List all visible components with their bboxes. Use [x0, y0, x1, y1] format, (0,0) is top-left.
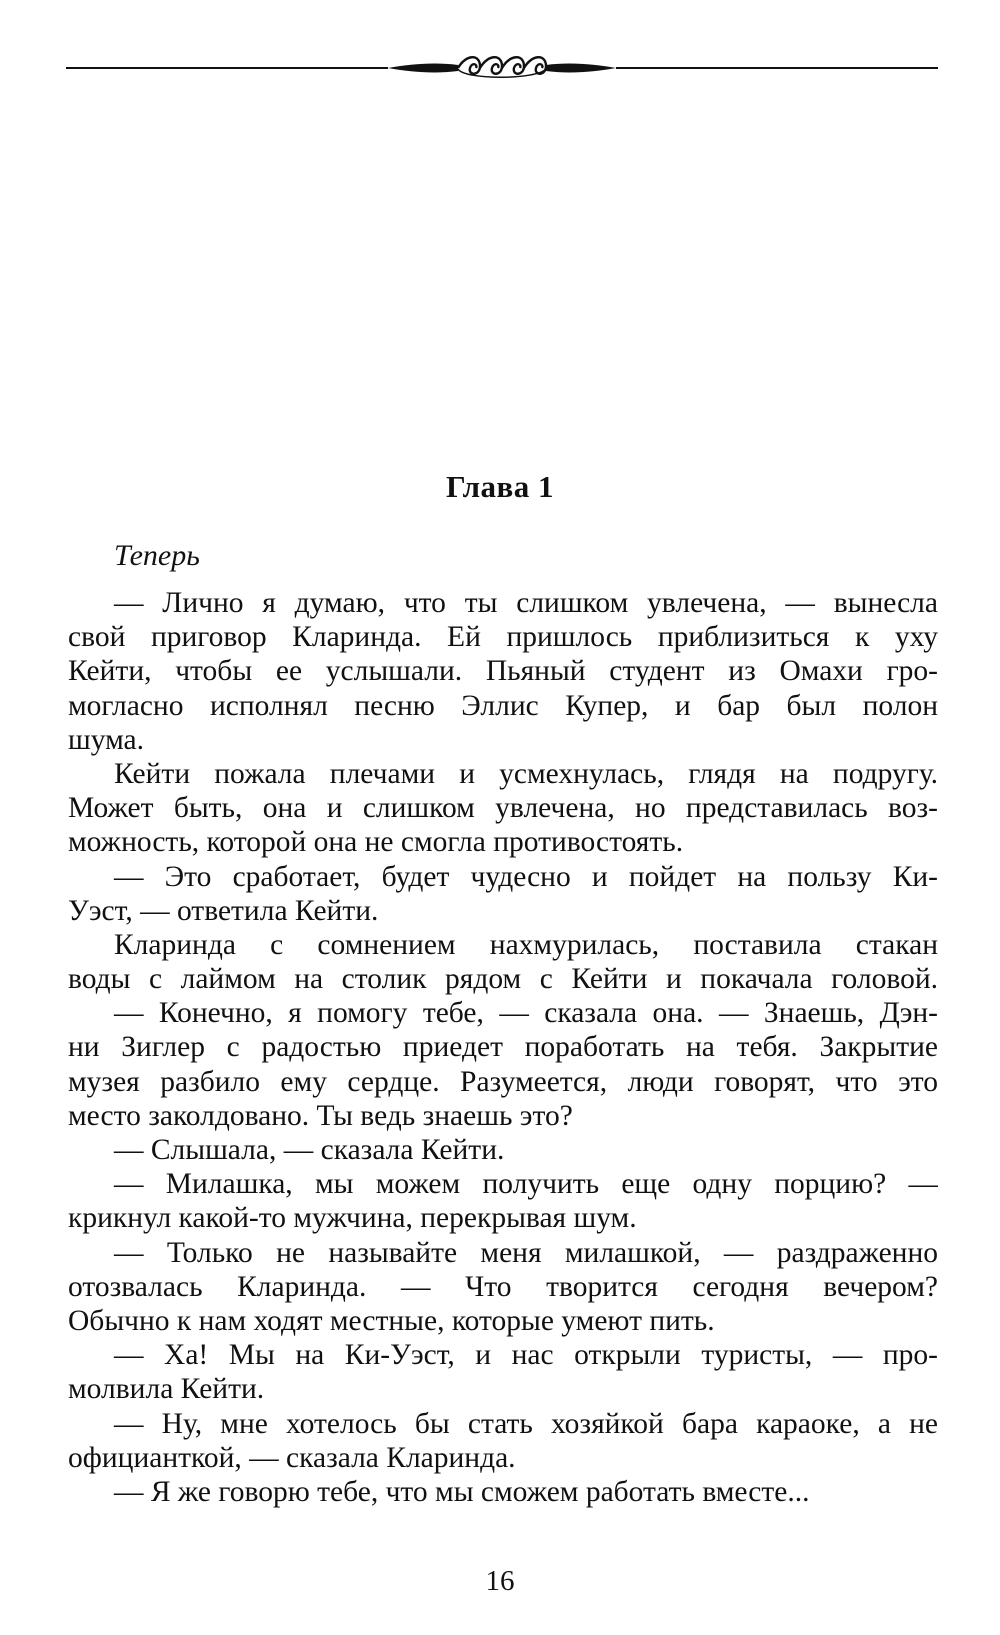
- text-line: Может быть, она и слишком увлечена, но представилась воз-: [68, 792, 938, 825]
- text-line: Обычно к нам ходят местные, которые умеют пить.: [68, 1304, 715, 1337]
- paragraph: [68, 860, 938, 928]
- text-line: Кейти, чтобы ее услышали. Пьяный студент из Омахи гро-: [68, 655, 938, 688]
- chapter-subtitle: Теперь: [114, 539, 200, 572]
- text-line: свой приговор Кларинда. Ей пришлось приблизиться к уху: [68, 621, 938, 654]
- text-line: — Только не называйте меня милашкой, — раздраженно: [114, 1236, 938, 1269]
- text-line: — Лично я думаю, что ты слишком увлечена, — вынесла: [114, 587, 938, 619]
- paragraph: [68, 1133, 938, 1167]
- chapter-title: Глава 1: [445, 469, 555, 504]
- text-line: Кларинда с сомнением нахмурилась, поставила стакан: [114, 928, 938, 961]
- text-line: — Конечно, я помогу тебе, — сказала она. — Знаешь, Дэн-: [114, 997, 938, 1030]
- paragraph: [68, 1167, 938, 1235]
- text-line: Кейти пожала плечами и усмехнулась, глядя на подругу.: [114, 757, 938, 790]
- paragraph: [68, 1236, 938, 1339]
- paragraph: [68, 1338, 938, 1406]
- chapter-body: [68, 586, 938, 1509]
- text-line: — Ха! Мы на Ки-Уэст, и нас открыли туристы, — про-: [114, 1339, 938, 1372]
- paragraph: [68, 757, 938, 860]
- text-line: — Слышала, — сказала Кейти.: [114, 1134, 505, 1166]
- paragraph: [68, 1475, 938, 1509]
- paragraph: [68, 928, 938, 996]
- text-line: Уэст, — ответила Кейти.: [68, 894, 379, 927]
- text-line: воды с лаймом на столик рядом с Кейти и покачала головой.: [68, 963, 938, 996]
- text-line: ни Зиглер с радостью приедет поработать на тебя. Закрытие: [68, 1031, 938, 1064]
- page-number: 16: [485, 1565, 515, 1597]
- text-line: музея разбило ему сердце. Разумеется, люди говорят, что это: [68, 1065, 938, 1098]
- text-line: — Милашка, мы можем получить еще одну порцию? —: [114, 1168, 938, 1201]
- text-line: официанткой, — сказала Кларинда.: [68, 1441, 516, 1474]
- text-line: крикнул какой-то мужчина, перекрывая шум.: [68, 1202, 637, 1235]
- paragraph: [68, 1407, 938, 1475]
- scroll-ornament-icon: [66, 48, 938, 88]
- text-line: — Я же говорю тебе, что мы сможем работать вместе...: [114, 1475, 810, 1508]
- text-line: шума.: [68, 723, 145, 756]
- paragraph: [68, 996, 938, 1133]
- text-line: могласно исполнял песню Эллис Купер, и бар был полон: [68, 689, 938, 722]
- text-line: можность, которой она не смогла противостоять.: [68, 826, 684, 859]
- text-line: место заколдовано. Ты ведь знаешь это?: [68, 1099, 573, 1132]
- text-line: отозвалась Кларинда. — Что творится сегодня вечером?: [68, 1270, 938, 1303]
- text-line: молвила Кейти.: [68, 1373, 265, 1406]
- text-line: — Это сработает, будет чудесно и пойдет на пользу Ки-: [114, 860, 938, 893]
- text-line: — Ну, мне хотелось бы стать хозяйкой бара караоке, а не: [114, 1407, 938, 1440]
- paragraph: [68, 586, 938, 757]
